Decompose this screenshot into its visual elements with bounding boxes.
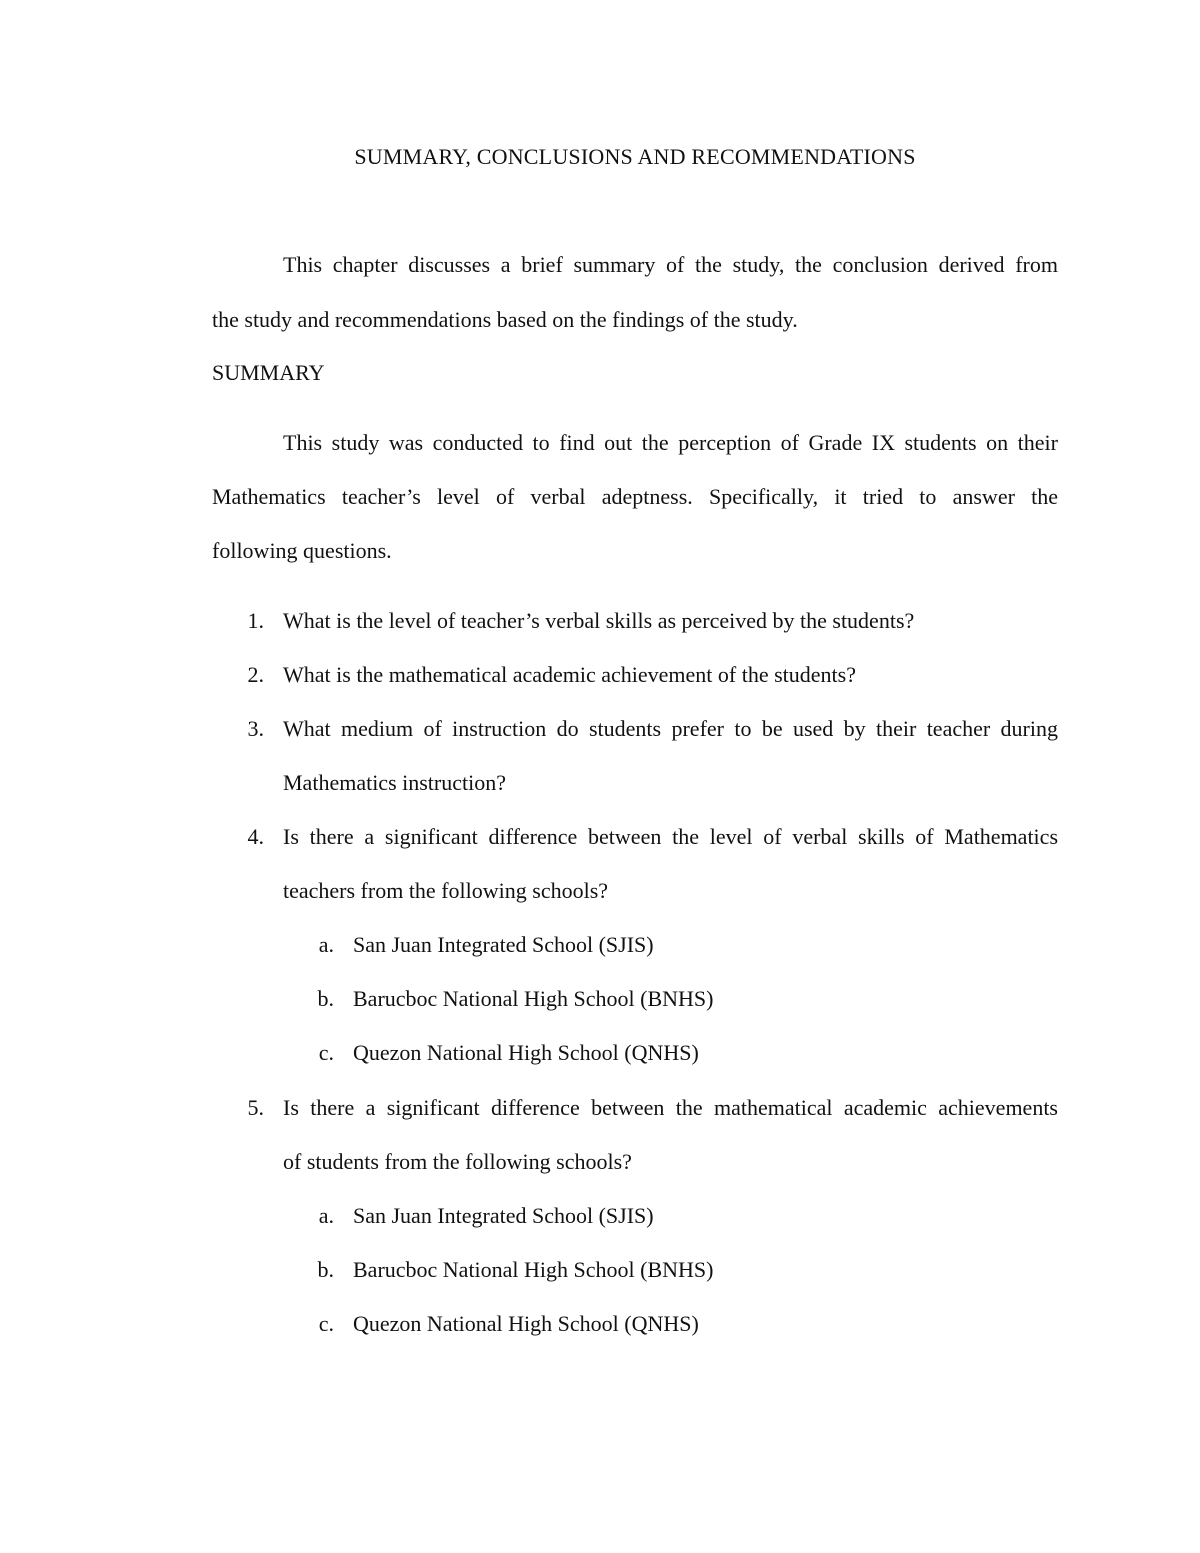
- sub-item-letter: a.: [318, 932, 334, 957]
- question-number: 5.: [247, 1095, 264, 1120]
- question-text: Is there a significant difference between the level of verbal skills of Mathematics: [283, 824, 1058, 849]
- question-text: Is there a significant difference between the mathematical academic achievements: [283, 1095, 1058, 1120]
- question-number: 3.: [247, 716, 264, 741]
- section-heading-summary: SUMMARY: [212, 360, 325, 385]
- sub-item-text: Barucboc National High School (BNHS): [353, 1257, 714, 1282]
- question-number: 2.: [247, 662, 264, 687]
- sub-item-text: Quezon National High School (QNHS): [353, 1040, 699, 1065]
- question-text: What is the mathematical academic achievement of the students?: [283, 662, 856, 687]
- sub-item-letter: b.: [317, 1257, 334, 1282]
- question-text-continued: Mathematics instruction?: [283, 770, 506, 795]
- question-number: 1.: [247, 608, 264, 633]
- sub-item-letter: c.: [318, 1040, 334, 1065]
- summary-line-1: This study was conducted to find out the perception of Grade IX students on their: [283, 430, 1058, 455]
- intro-line-1: This chapter discusses a brief summary of the study, the conclusion derived from: [283, 252, 1058, 277]
- sub-item-letter: a.: [318, 1203, 334, 1228]
- sub-item-letter: c.: [318, 1311, 334, 1336]
- question-text-continued: teachers from the following schools?: [283, 878, 609, 903]
- sub-item-text: San Juan Integrated School (SJIS): [353, 932, 654, 957]
- intro-line-2: the study and recommendations based on the findings of the study.: [212, 307, 798, 332]
- question-text: What medium of instruction do students prefer to be used by their teacher during: [283, 716, 1058, 741]
- sub-item-text: Barucboc National High School (BNHS): [353, 986, 714, 1011]
- question-number: 4.: [247, 824, 264, 849]
- question-text-continued: of students from the following schools?: [283, 1149, 632, 1174]
- sub-item-text: San Juan Integrated School (SJIS): [353, 1203, 654, 1228]
- question-text: What is the level of teacher’s verbal skills as perceived by the students?: [283, 608, 915, 633]
- sub-item-letter: b.: [317, 986, 334, 1011]
- sub-item-text: Quezon National High School (QNHS): [353, 1311, 699, 1336]
- page-title: SUMMARY, CONCLUSIONS AND RECOMMENDATIONS: [354, 144, 916, 169]
- summary-line-3: following questions.: [212, 538, 392, 563]
- summary-line-2: Mathematics teacher’s level of verbal adeptness. Specifically, it tried to answer the: [212, 484, 1058, 509]
